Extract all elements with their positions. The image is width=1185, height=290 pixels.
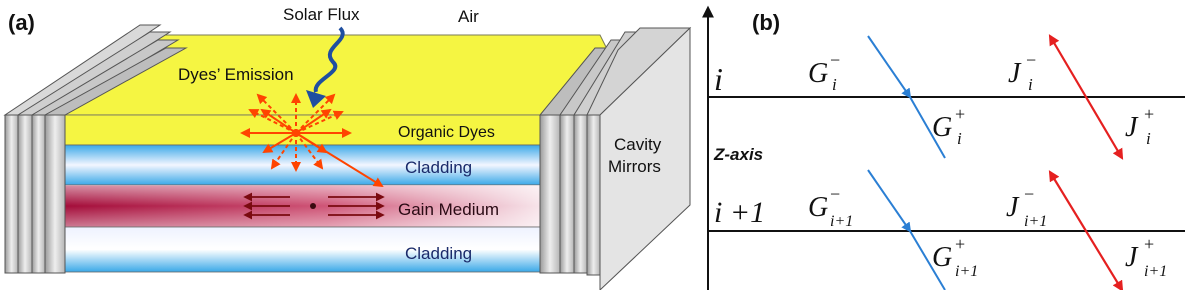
row-i1-label: i +1 <box>714 196 766 229</box>
j-minus-i-label <box>1008 50 1036 94</box>
svg-text:i+1: i+1 <box>955 263 979 280</box>
organic-dyes-label: Organic Dyes <box>398 124 495 141</box>
svg-text:J: J <box>1125 242 1138 273</box>
solar-flux-label: Solar Flux <box>283 5 360 24</box>
svg-text:−: − <box>830 184 841 204</box>
svg-text:i+1: i+1 <box>1144 263 1168 280</box>
cavity-mirrors-label-line1: Cavity <box>614 135 662 154</box>
svg-text:G: G <box>932 112 953 143</box>
j-minus-i1-label <box>1006 184 1047 230</box>
svg-text:i: i <box>1146 129 1151 148</box>
svg-text:i+1: i+1 <box>1024 213 1048 230</box>
svg-text:+: + <box>1144 234 1155 254</box>
j-plus-i-label <box>1125 104 1154 148</box>
gain-center-dot <box>310 203 316 209</box>
svg-text:G: G <box>932 242 953 273</box>
g-minus-i-arrow <box>868 36 910 97</box>
svg-text:+: + <box>955 104 966 124</box>
j-plus-i1-label <box>1125 234 1167 280</box>
dyes-emission-label: Dyes’ Emission <box>178 65 294 84</box>
cladding-top-label: Cladding <box>405 158 473 177</box>
svg-text:J: J <box>1125 112 1138 143</box>
gain-medium-label: Gain Medium <box>398 200 500 219</box>
g-plus-i1-label <box>932 234 978 280</box>
panel-a-label: (a) <box>8 10 35 35</box>
air-label: Air <box>458 7 479 26</box>
svg-text:i: i <box>957 129 962 148</box>
svg-text:J: J <box>1006 192 1019 223</box>
svg-text:−: − <box>830 50 841 70</box>
svg-text:+: + <box>1144 104 1155 124</box>
svg-text:i: i <box>1028 75 1033 94</box>
svg-text:i: i <box>832 75 837 94</box>
svg-text:J: J <box>1008 58 1021 89</box>
panel-a <box>5 5 690 290</box>
g-minus-i1-label <box>808 184 853 230</box>
panel-b <box>708 8 1185 290</box>
g-minus-i-label <box>808 50 840 94</box>
svg-text:i+1: i+1 <box>830 213 854 230</box>
cladding-bottom-label: Cladding <box>405 244 473 263</box>
cavity-mirrors-label-line2: Mirrors <box>608 157 661 176</box>
svg-text:−: − <box>1026 50 1037 70</box>
g-minus-i1-arrow <box>868 170 910 231</box>
row-i-label: i <box>714 61 723 97</box>
svg-text:+: + <box>955 234 966 254</box>
svg-text:G: G <box>808 58 829 89</box>
svg-text:−: − <box>1024 184 1035 204</box>
svg-text:G: G <box>808 192 829 223</box>
panel-b-label: (b) <box>752 10 781 35</box>
z-axis-label: Z-axis <box>714 145 764 164</box>
g-plus-i-label <box>932 104 965 148</box>
dye-molecule-dot <box>292 129 300 137</box>
